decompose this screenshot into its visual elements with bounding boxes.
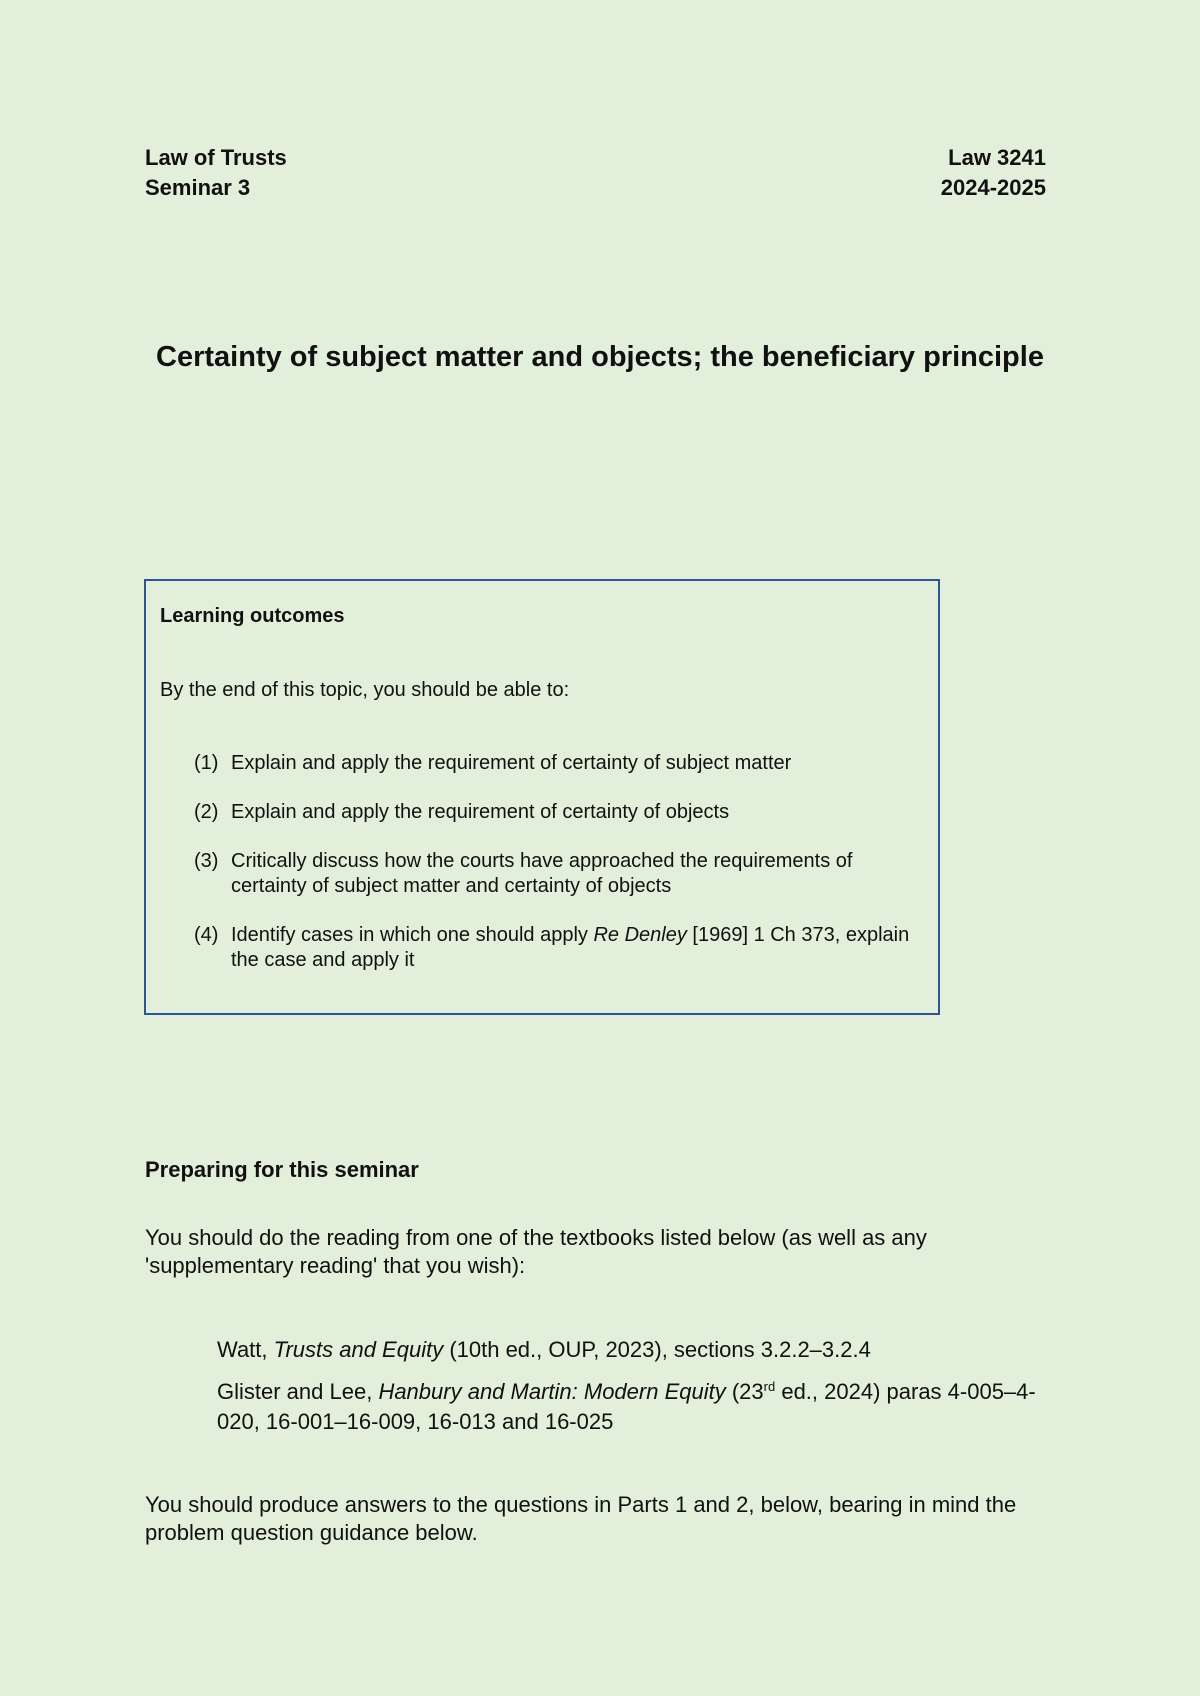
list-item: [194, 849, 929, 899]
ordinal-suffix: rd: [763, 1379, 776, 1394]
academic-year: 2024-2025: [940, 175, 1046, 200]
list-item: [194, 923, 929, 973]
header-right: [941, 143, 1046, 203]
item-text: Critically discuss how the courts have approached the requirements of certainty of subject matter and certainty of objects: [231, 850, 853, 897]
preparing-intro: You should do the reading from one of the textbooks listed below (as well as any 'supplementary reading' that you wish):: [145, 1225, 927, 1278]
learning-outcomes-intro: By the end of this topic, you should be able to:: [160, 679, 570, 701]
reading-detail: (10th ed., OUP, 2023), sections 3.2.2–3.2.4: [443, 1337, 871, 1362]
reading-book: Trusts and Equity: [273, 1337, 444, 1362]
list-item: [194, 800, 929, 825]
reading-author: Glister and Lee,: [217, 1379, 379, 1404]
course-code: Law 3241: [948, 145, 1046, 170]
seminar-number: Seminar 3: [145, 175, 251, 200]
item-number: (2): [194, 801, 219, 823]
course-name: Law of Trusts: [145, 145, 287, 170]
learning-outcomes-list: [194, 751, 929, 997]
learning-outcomes-heading: Learning outcomes: [160, 605, 345, 627]
reading-detail-pre: (23: [725, 1379, 764, 1404]
item-text-pre: Identify cases in which one should apply: [231, 924, 594, 946]
item-text: Explain and apply the requirement of certainty of subject matter: [231, 752, 792, 774]
preparing-heading: Preparing for this seminar: [145, 1157, 419, 1182]
learning-outcomes-box: [144, 579, 940, 1015]
case-name: Re Denley: [593, 924, 687, 946]
page-title: Certainty of subject matter and objects; the beneficiary principle: [156, 341, 1044, 373]
reading-book: Hanbury and Martin: Modern Equity: [378, 1379, 726, 1404]
reading-item: [217, 1377, 1057, 1437]
list-item: [194, 751, 929, 776]
item-text-post: [1969] 1 Ch 373, explain the case and apply it: [231, 924, 910, 971]
item-number: (1): [194, 752, 219, 774]
item-text: [231, 923, 929, 973]
item-number: (4): [194, 924, 219, 946]
preparing-outro: You should produce answers to the questions in Parts 1 and 2, below, bearing in mind the problem question guidance below.: [145, 1492, 1017, 1545]
item-text: Explain and apply the requirement of certainty of objects: [231, 801, 730, 823]
reading-item: [217, 1335, 1057, 1365]
header-left: [145, 143, 287, 203]
reading-author: Watt,: [217, 1337, 274, 1362]
reading-detail: ed., 2024) paras 4-005–4-020, 16-001–16-009, 16-013 and 16-025: [217, 1379, 1036, 1434]
item-number: (3): [194, 850, 219, 872]
